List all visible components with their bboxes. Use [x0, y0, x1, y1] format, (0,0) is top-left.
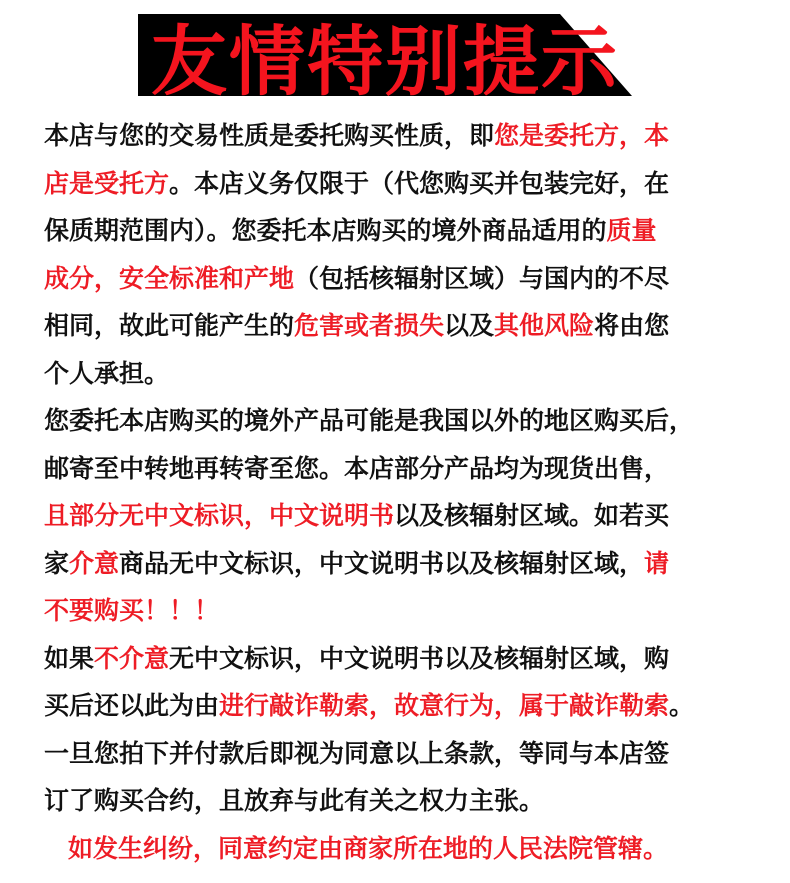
text-segment: 保质期范围内）。您委托本店购买的境外商品适用的 — [44, 216, 607, 245]
notice-line — [44, 207, 754, 255]
notice-line — [44, 255, 754, 303]
highlight-segment: 您是委托方，本 — [494, 121, 670, 150]
text-segment: （包括核辐射区域）与国内的不尽 — [294, 263, 670, 293]
notice-line — [44, 682, 754, 730]
text-segment: 家 — [44, 548, 70, 578]
text-segment: 。本店义务仅限于（代您购买并包装完好，在 — [169, 168, 670, 198]
highlight-segment: 成分，安全标准和产地 — [44, 263, 295, 293]
text-segment: 无中文标识，中文说明书以及核辐射区域，购 — [169, 643, 670, 673]
highlight-segment: 其他风险 — [494, 311, 595, 340]
highlight-segment: 危害或者损失 — [294, 311, 445, 340]
highlight-segment: 请 — [644, 548, 670, 578]
text-segment: 如果 — [44, 643, 95, 673]
highlight-segment: 不介意 — [94, 643, 170, 673]
notice-line — [44, 777, 754, 825]
notice-line — [44, 635, 754, 683]
highlight-segment: 介意 — [69, 548, 120, 578]
highlight-segment: 不要购买！！！ — [44, 596, 220, 625]
text-segment: 邮寄至中转地再转寄至您。本店部分产品均为现货出售， — [44, 453, 670, 483]
notice-line — [44, 730, 754, 778]
text-segment: 将由您 — [594, 311, 670, 340]
notice-line — [44, 397, 754, 445]
highlight-segment: 店是受托方 — [44, 168, 170, 198]
notice-line — [44, 350, 754, 398]
banner-title: 友情特别提示 — [151, 16, 619, 106]
notice-line — [44, 445, 754, 493]
text-segment: 以及 — [444, 311, 495, 340]
highlight-segment: 如发生纠纷，同意约定由商家所在地的人民法院管辖。 — [68, 833, 669, 863]
notice-line — [44, 302, 754, 350]
banner — [0, 0, 790, 110]
text-segment: 订了购买合约，且放弃与此有关之权力主张。 — [44, 786, 545, 815]
notice-text — [44, 112, 754, 872]
text-segment: 。 — [669, 691, 695, 720]
text-segment: 买后还以此为由 — [44, 691, 220, 720]
text-segment: 以及核辐射区域。如若买 — [394, 501, 670, 530]
text-segment: 相同，故此可能产生的 — [44, 311, 295, 340]
notice-line — [44, 540, 754, 588]
highlight-segment: 进行敲诈勒索，故意行为，属于敲诈勒索 — [219, 691, 670, 720]
text-segment: 个人承担。 — [44, 358, 170, 388]
notice-line — [44, 492, 754, 540]
text-segment: 本店与您的交易性质是委托购买性质，即 — [44, 121, 495, 150]
highlight-segment: 且部分无中文标识，中文说明书 — [44, 501, 395, 530]
notice-line — [44, 160, 754, 208]
text-segment: 一旦您拍下并付款后即视为同意以上条款，等同与本店签 — [44, 738, 670, 768]
text-segment: 您委托本店购买的境外产品可能是我国以外的地区购买后， — [44, 406, 695, 435]
text-segment: 商品无中文标识，中文说明书以及核辐射区域， — [119, 548, 645, 578]
highlight-segment: 质量 — [606, 216, 657, 245]
notice-line — [44, 112, 754, 160]
notice-line — [44, 587, 754, 635]
jurisdiction-line — [68, 825, 754, 873]
